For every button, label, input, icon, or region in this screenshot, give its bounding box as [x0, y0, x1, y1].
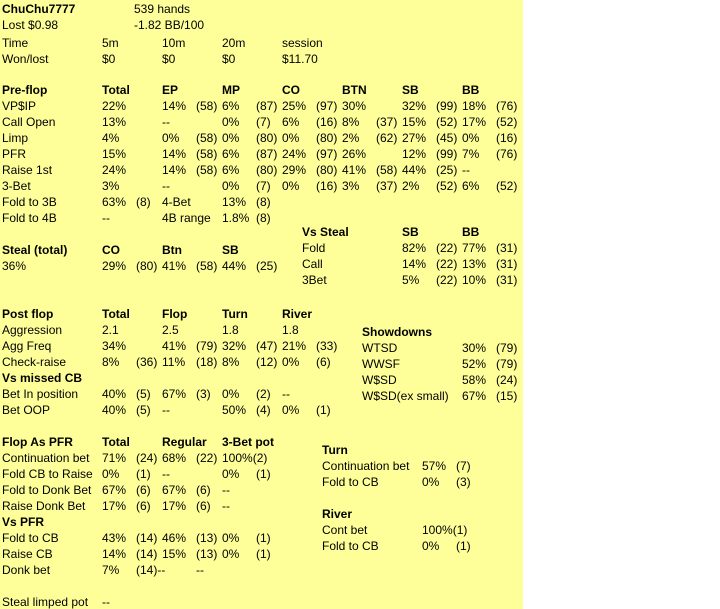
steal-total-cell: (25) — [256, 259, 278, 273]
river-cell: Cont bet — [322, 523, 368, 537]
preflop-cell: (87) — [256, 147, 278, 161]
preflop-cell: 14% — [162, 163, 187, 177]
vs-steal-header: SB — [402, 225, 419, 239]
preflop-cell: 2% — [402, 179, 420, 193]
flop-pfr-cell: (24) — [136, 451, 158, 465]
preflop-extra-cell: Fold to 4B — [2, 211, 57, 225]
preflop-cell: 2% — [342, 131, 360, 145]
vs-pfr-cell: 7% — [102, 563, 120, 577]
time-cell: $0 — [102, 52, 116, 66]
flop-pfr-cell: 68% — [162, 451, 187, 465]
preflop-header: MP — [222, 83, 240, 97]
missed-cb-cell: 0% — [282, 403, 300, 417]
time-cell: Won/lost — [2, 52, 49, 66]
vs-pfr-cell: (13) — [196, 547, 218, 561]
missed-cb-cell: (1) — [316, 403, 331, 417]
preflop-cell: 22% — [102, 99, 127, 113]
preflop-cell: (58) — [196, 163, 218, 177]
turn-cell: 0% — [422, 475, 440, 489]
preflop-row-label: PFR — [2, 147, 26, 161]
steal-total-cell: (58) — [196, 259, 218, 273]
preflop-cell: 6% — [222, 163, 240, 177]
postflop-cell: 2.1 — [102, 323, 119, 337]
flop-pfr-cell: (6) — [136, 499, 151, 513]
postflop-header: Total — [102, 307, 130, 321]
vs-steal-cell: 5% — [402, 273, 420, 287]
missed-cb-cell: (5) — [136, 387, 151, 401]
flop-pfr-header: Flop As PFR — [2, 435, 73, 449]
showdowns-cell: (79) — [496, 341, 518, 355]
time-cell: 20m — [222, 36, 246, 50]
flop-pfr-cell: (6) — [196, 499, 211, 513]
vs-steal-cell: (31) — [496, 273, 518, 287]
hand-count: 539 hands — [134, 2, 191, 16]
preflop-cell: (16) — [316, 115, 338, 129]
postflop-header: Turn — [222, 307, 248, 321]
postflop-cell: (79) — [196, 339, 218, 353]
flop-pfr-cell: Fold CB to Raise — [2, 467, 93, 481]
steal-total-cell: 36% — [2, 259, 27, 273]
showdowns-cell: 58% — [462, 373, 487, 387]
flop-pfr-cell: 71% — [102, 451, 127, 465]
preflop-cell: 0% — [282, 179, 300, 193]
preflop-cell: (58) — [196, 99, 218, 113]
showdowns-cell: (79) — [496, 357, 518, 371]
vs-steal-cell: Call — [302, 257, 323, 271]
preflop-cell: 32% — [402, 99, 427, 113]
lost-amount: Lost $0.98 — [2, 18, 59, 32]
showdowns-cell: 30% — [462, 341, 487, 355]
time-cell: 5m — [102, 36, 119, 50]
preflop-cell: 24% — [282, 147, 307, 161]
flop-pfr-cell: -- — [162, 467, 170, 481]
missed-cb-cell: 40% — [102, 387, 127, 401]
preflop-cell: (97) — [316, 147, 338, 161]
preflop-cell: (58) — [196, 147, 218, 161]
preflop-extra-cell: 1.8% — [222, 211, 250, 225]
postflop-cell: 11% — [162, 355, 186, 369]
vs-pfr-cell: Fold to CB — [2, 531, 59, 545]
flop-pfr-cell: (6) — [196, 483, 211, 497]
missed-cb-cell: Bet OOP — [2, 403, 51, 417]
preflop-cell: -- — [162, 179, 170, 193]
preflop-cell: 17% — [462, 115, 487, 129]
missed-cb-cell: 0% — [222, 387, 240, 401]
preflop-cell: -- — [462, 163, 470, 177]
preflop-cell: 41% — [342, 163, 367, 177]
preflop-header: EP — [162, 83, 179, 97]
preflop-cell: 6% — [282, 115, 300, 129]
vs-steal-cell: 77% — [462, 241, 487, 255]
showdowns-cell: 52% — [462, 357, 487, 371]
preflop-cell: 4% — [102, 131, 120, 145]
river-cell: Fold to CB — [322, 539, 379, 553]
preflop-cell: (37) — [376, 115, 398, 129]
vs-pfr-cell: (14) — [136, 531, 158, 545]
preflop-cell: 6% — [462, 179, 480, 193]
preflop-row-label: Raise 1st — [2, 163, 53, 177]
preflop-cell: (80) — [316, 131, 338, 145]
river-cell: 0% — [422, 539, 440, 553]
flop-pfr-cell: 100%(2) — [222, 451, 268, 465]
preflop-cell: 0% — [162, 131, 180, 145]
river-cell: (1) — [456, 539, 471, 553]
turn-cell: Continuation bet — [322, 459, 410, 473]
preflop-cell: 24% — [102, 163, 127, 177]
showdowns-title: Showdowns — [362, 325, 432, 339]
postflop-cell: 1.8 — [282, 323, 299, 337]
preflop-cell: (80) — [256, 163, 278, 177]
steal-limped-label: Steal limped pot — [2, 595, 89, 609]
showdowns-cell: (24) — [496, 373, 518, 387]
preflop-cell: 13% — [102, 115, 127, 129]
turn-cell: 57% — [422, 459, 447, 473]
postflop-cell: 8% — [102, 355, 120, 369]
vs-steal-header: Vs Steal — [302, 225, 349, 239]
preflop-header: BB — [462, 83, 480, 97]
preflop-cell: (45) — [436, 131, 458, 145]
flop-pfr-cell: (1) — [256, 467, 271, 481]
preflop-cell: (25) — [436, 163, 458, 177]
preflop-cell: (52) — [436, 179, 458, 193]
preflop-cell: (76) — [496, 147, 518, 161]
preflop-extra-cell: Fold to 3B — [2, 195, 57, 209]
postflop-cell: (18) — [196, 355, 218, 369]
missed-cb-cell: (5) — [136, 403, 151, 417]
missed-cb-cell: -- — [282, 387, 290, 401]
preflop-header: CO — [282, 83, 300, 97]
postflop-cell: 8% — [222, 355, 240, 369]
preflop-extra-cell: (8) — [256, 195, 271, 209]
vs-steal-cell: (31) — [496, 241, 518, 255]
steal-total-cell: 41% — [162, 259, 187, 273]
time-cell: $0 — [222, 52, 236, 66]
flop-pfr-header: 3-Bet pot — [222, 435, 274, 449]
vs-steal-cell: 82% — [402, 241, 427, 255]
showdowns-cell: W$SD — [362, 373, 397, 387]
preflop-cell: 14% — [162, 147, 187, 161]
steal-total-cell: 29% — [102, 259, 127, 273]
vs-pfr-cell: (1) — [256, 547, 271, 561]
flop-pfr-header: Regular — [162, 435, 207, 449]
vs-steal-cell: 3Bet — [302, 273, 327, 287]
postflop-cell: 21% — [282, 339, 307, 353]
vs-pfr-cell: (1) — [256, 531, 271, 545]
postflop-header: Post flop — [2, 307, 54, 321]
preflop-cell: (52) — [496, 179, 518, 193]
preflop-cell: (37) — [376, 179, 398, 193]
postflop-header: Flop — [162, 307, 188, 321]
missed-cb-cell: Bet In position — [2, 387, 79, 401]
flop-pfr-cell: Continuation bet — [2, 451, 90, 465]
preflop-row-label: 3-Bet — [2, 179, 31, 193]
postflop-cell: 41% — [162, 339, 187, 353]
flop-pfr-cell: (6) — [136, 483, 151, 497]
flop-pfr-cell: 17% — [102, 499, 127, 513]
flop-pfr-cell: 67% — [102, 483, 127, 497]
vs-pfr-cell: (14)-- — [136, 563, 166, 577]
preflop-extra-cell: 63% — [102, 195, 127, 209]
vs-steal-cell: (22) — [436, 257, 458, 271]
postflop-cell: Aggression — [2, 323, 63, 337]
preflop-cell: (58) — [196, 131, 218, 145]
preflop-cell: 15% — [102, 147, 127, 161]
vs-pfr-cell: (14) — [136, 547, 158, 561]
postflop-cell: (33) — [316, 339, 338, 353]
postflop-cell: 32% — [222, 339, 247, 353]
vs-steal-cell: 10% — [462, 273, 487, 287]
preflop-cell: (16) — [496, 131, 518, 145]
preflop-extra-cell: (8) — [136, 195, 151, 209]
missed-cb-cell: 40% — [102, 403, 127, 417]
turn-title: Turn — [322, 443, 348, 457]
bb-per-100: -1.82 BB/100 — [134, 18, 205, 32]
postflop-cell: (6) — [316, 355, 331, 369]
steal-total-header: Steal (total) — [2, 243, 68, 257]
preflop-cell: 3% — [102, 179, 120, 193]
preflop-cell: 44% — [402, 163, 427, 177]
preflop-cell: (97) — [316, 99, 338, 113]
preflop-cell: 0% — [222, 131, 240, 145]
preflop-cell: (76) — [496, 99, 518, 113]
river-title: River — [322, 507, 353, 521]
steal-total-cell: 44% — [222, 259, 247, 273]
preflop-cell: -- — [162, 115, 170, 129]
flop-pfr-cell: Raise Donk Bet — [2, 499, 86, 513]
missed-cb-cell: 67% — [162, 387, 187, 401]
showdowns-cell: WWSF — [362, 357, 400, 371]
preflop-header: Total — [102, 83, 130, 97]
postflop-cell: (36) — [136, 355, 158, 369]
preflop-extra-cell: 4B range — [162, 211, 211, 225]
showdowns-cell: 67% — [462, 389, 487, 403]
postflop-cell: Agg Freq — [2, 339, 52, 353]
showdowns-cell: W$SD(ex small) — [362, 389, 449, 403]
flop-pfr-cell: (1) — [136, 467, 151, 481]
preflop-cell: (52) — [496, 115, 518, 129]
preflop-extra-cell: -- — [102, 211, 110, 225]
steal-total-header: Btn — [162, 243, 182, 257]
preflop-cell: (80) — [256, 131, 278, 145]
missed-cb-cell: (3) — [196, 387, 211, 401]
preflop-cell: 8% — [342, 115, 360, 129]
flop-pfr-cell: 0% — [222, 467, 240, 481]
steal-limped-value: -- — [102, 595, 110, 609]
vs-pfr-cell: 14% — [102, 547, 127, 561]
vs-steal-cell: 13% — [462, 257, 487, 271]
preflop-cell: 30% — [342, 99, 367, 113]
flop-pfr-cell: 67% — [162, 483, 187, 497]
time-cell: 10m — [162, 36, 186, 50]
missed-cb-cell: (2) — [256, 387, 271, 401]
preflop-cell: (58) — [376, 163, 398, 177]
time-cell: $0 — [162, 52, 176, 66]
preflop-cell: 15% — [402, 115, 427, 129]
vs-pfr-cell: 43% — [102, 531, 127, 545]
vs-steal-cell: (22) — [436, 273, 458, 287]
preflop-cell: 18% — [462, 99, 487, 113]
flop-pfr-cell: (22) — [196, 451, 218, 465]
showdowns-cell: WTSD — [362, 341, 398, 355]
preflop-cell: 14% — [162, 99, 187, 113]
preflop-cell: 0% — [462, 131, 480, 145]
vs-pfr-cell: (13) — [196, 531, 218, 545]
missed-cb-cell: 50% — [222, 403, 247, 417]
preflop-extra-cell: 4-Bet — [162, 195, 191, 209]
vs-steal-cell: (22) — [436, 241, 458, 255]
preflop-cell: 0% — [222, 179, 240, 193]
preflop-cell: 26% — [342, 147, 367, 161]
preflop-cell: 3% — [342, 179, 360, 193]
postflop-cell: Check-raise — [2, 355, 67, 369]
preflop-cell: 6% — [222, 147, 240, 161]
preflop-cell: 29% — [282, 163, 307, 177]
preflop-cell: 7% — [462, 147, 480, 161]
preflop-cell: (16) — [316, 179, 338, 193]
flop-pfr-header: Total — [102, 435, 130, 449]
time-cell: session — [282, 36, 323, 50]
turn-cell: Fold to CB — [322, 475, 379, 489]
preflop-cell: (7) — [256, 179, 271, 193]
preflop-row-label: Call Open — [2, 115, 56, 129]
postflop-cell: 34% — [102, 339, 127, 353]
preflop-cell: (7) — [256, 115, 271, 129]
postflop-cell: (12) — [256, 355, 278, 369]
postflop-cell: (47) — [256, 339, 278, 353]
flop-pfr-cell: 17% — [162, 499, 187, 513]
postflop-cell: 2.5 — [162, 323, 179, 337]
showdowns-cell: (15) — [496, 389, 518, 403]
preflop-cell: 0% — [222, 115, 240, 129]
vs-steal-cell: Fold — [302, 241, 326, 255]
preflop-cell: 12% — [402, 147, 427, 161]
missed-cb-cell: -- — [162, 403, 170, 417]
vs-pfr-cell: 15% — [162, 547, 187, 561]
player-name: ChuChu7777 — [2, 2, 76, 16]
preflop-header: Pre-flop — [2, 83, 48, 97]
preflop-cell: 0% — [282, 131, 300, 145]
preflop-cell: (80) — [316, 163, 338, 177]
flop-pfr-cell: 0% — [102, 467, 120, 481]
time-cell: Time — [2, 36, 29, 50]
vs-steal-cell: 14% — [402, 257, 427, 271]
vs-pfr-title: Vs PFR — [2, 515, 45, 529]
vs-steal-header: BB — [462, 225, 480, 239]
postflop-cell: 1.8 — [222, 323, 239, 337]
preflop-cell: (99) — [436, 99, 458, 113]
preflop-extra-cell: 13% — [222, 195, 247, 209]
preflop-header: SB — [402, 83, 419, 97]
vs-pfr-cell: Donk bet — [2, 563, 51, 577]
preflop-row-label: VP$IP — [2, 99, 37, 113]
vs-steal-cell: (31) — [496, 257, 518, 271]
postflop-header: River — [282, 307, 313, 321]
vs-pfr-cell: -- — [196, 563, 204, 577]
time-cell: $11.70 — [282, 52, 318, 66]
flop-pfr-cell: -- — [222, 499, 230, 513]
river-cell: 100%(1) — [422, 523, 468, 537]
preflop-header: BTN — [342, 83, 367, 97]
turn-cell: (7) — [456, 459, 471, 473]
steal-total-header: SB — [222, 243, 239, 257]
missed-cb-cell: (4) — [256, 403, 271, 417]
turn-cell: (3) — [456, 475, 471, 489]
postflop-cell: 0% — [282, 355, 300, 369]
vs-pfr-cell: 0% — [222, 531, 240, 545]
preflop-cell: 6% — [222, 99, 240, 113]
flop-pfr-cell: Fold to Donk Bet — [2, 483, 92, 497]
vs-pfr-cell: Raise CB — [2, 547, 53, 561]
vs-pfr-cell: 0% — [222, 547, 240, 561]
preflop-cell: (87) — [256, 99, 278, 113]
preflop-cell: (62) — [376, 131, 398, 145]
preflop-cell: (99) — [436, 147, 458, 161]
preflop-cell: (52) — [436, 115, 458, 129]
flop-pfr-cell: -- — [222, 483, 230, 497]
preflop-extra-cell: (8) — [256, 211, 271, 225]
preflop-cell: 27% — [402, 131, 427, 145]
preflop-cell: 25% — [282, 99, 307, 113]
preflop-row-label: Limp — [2, 131, 29, 145]
steal-total-header: CO — [102, 243, 120, 257]
vs-missed-cb-title: Vs missed CB — [2, 371, 83, 385]
vs-pfr-cell: 46% — [162, 531, 187, 545]
steal-total-cell: (80) — [136, 259, 158, 273]
